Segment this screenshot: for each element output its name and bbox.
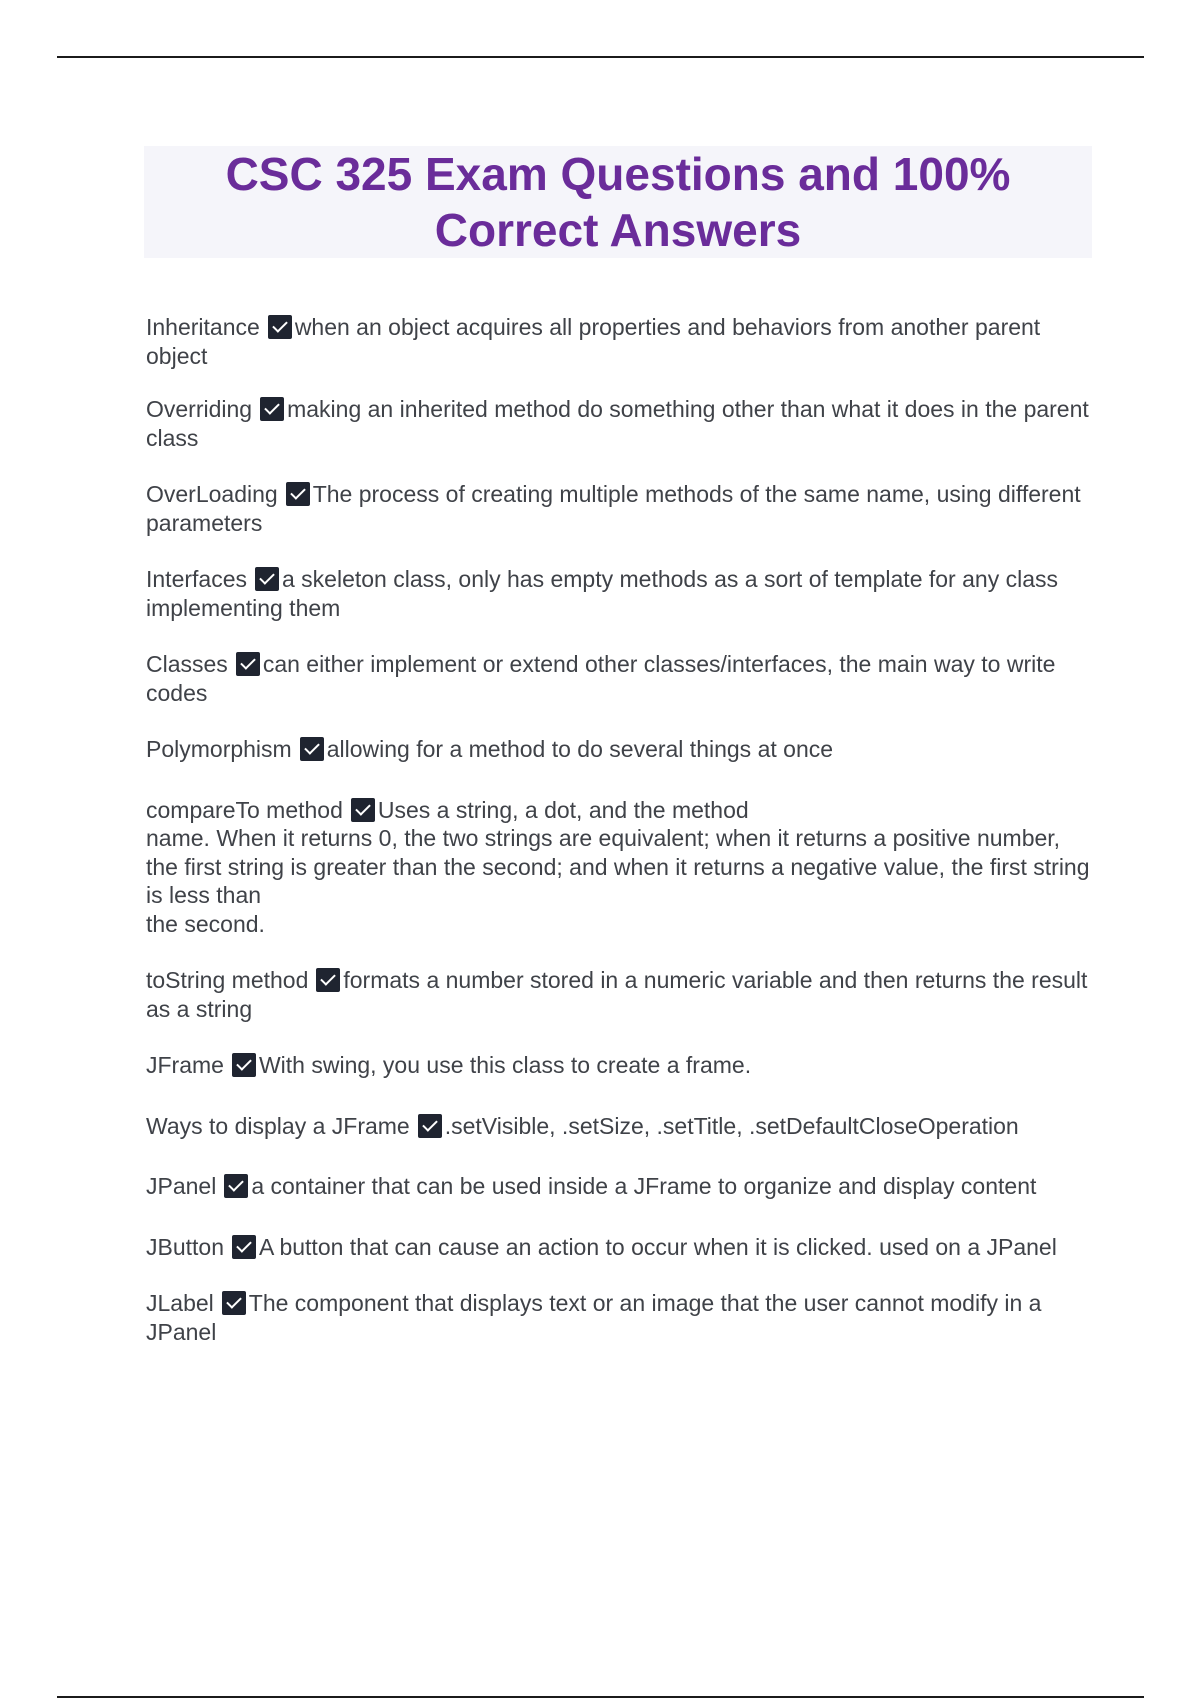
qa-definition: formats a number stored in a numeric variable and then returns the result as a string <box>146 967 1088 1022</box>
check-icon <box>418 1114 442 1138</box>
qa-term: toString method <box>146 967 309 993</box>
qa-term: Ways to display a JFrame <box>146 1112 410 1139</box>
qa-definition: The process of creating multiple methods of the same name, using different parameters <box>146 481 1081 536</box>
qa-definition: The component that displays text or an image that the user cannot modify in a JPanel <box>146 1290 1042 1345</box>
check-icon <box>260 397 284 421</box>
check-icon <box>286 482 310 506</box>
qa-entry-jlabel <box>146 1289 1096 1346</box>
qa-definition: Uses a string, a dot, and the method name. When it returns 0, the two strings are equivalent; when it returns a positive number, the first string is greater than the second; and when it returns a negative value, the first string is less than the second. <box>146 796 1090 937</box>
qa-term: JButton <box>146 1233 224 1260</box>
qa-entry-overloading <box>146 480 1096 537</box>
check-icon <box>300 737 324 761</box>
qa-term: Classes <box>146 651 228 677</box>
qa-definition: can either implement or extend other classes/interfaces, the main way to write codes <box>146 651 1056 706</box>
document-title: CSC 325 Exam Questions and 100% Correct Answers <box>225 148 1011 256</box>
qa-entry-polymorphism <box>146 735 1096 764</box>
qa-entry-inheritance <box>146 313 1096 370</box>
qa-definition: With swing, you use this class to create a frame. <box>258 1052 752 1078</box>
qa-term: Polymorphism <box>146 736 292 762</box>
check-icon <box>268 315 292 339</box>
check-icon <box>224 1174 248 1198</box>
qa-entry-jbutton <box>146 1233 1096 1262</box>
qa-term: Interfaces <box>146 566 247 592</box>
qa-entry-jpanel <box>146 1172 1096 1201</box>
check-icon <box>316 968 340 992</box>
qa-term: JPanel <box>146 1173 217 1199</box>
qa-list <box>146 313 1096 1346</box>
qa-definition: making an inherited method do something other than what it does in the parent class <box>146 396 1089 451</box>
qa-definition: a container that can be used inside a JFrame to organize and display content <box>251 1173 1037 1199</box>
check-icon <box>351 798 375 822</box>
qa-definition: .setVisible, .setSize, .setTitle, .setDefaultCloseOperation <box>444 1112 1019 1139</box>
qa-definition: allowing for a method to do several things at once <box>326 736 834 762</box>
qa-entry-tostring <box>146 966 1096 1023</box>
qa-entry-overriding <box>146 395 1096 452</box>
qa-entry-compareto <box>146 796 1096 939</box>
title-banner <box>144 146 1092 258</box>
qa-definition: when an object acquires all properties and behaviors from another parent object <box>146 314 1041 369</box>
check-icon <box>232 1235 256 1259</box>
qa-term: compareTo method <box>146 796 343 823</box>
qa-entry-classes <box>146 650 1096 707</box>
top-rule <box>57 56 1144 58</box>
qa-definition: a skeleton class, only has empty methods as a sort of template for any class implementing them <box>146 566 1058 621</box>
qa-definition: A button that can cause an action to occur when it is clicked. used on a JPanel <box>259 1233 1057 1260</box>
qa-term: JLabel <box>146 1290 214 1316</box>
qa-entry-jframe <box>146 1051 1096 1080</box>
qa-term: OverLoading <box>146 481 278 507</box>
check-icon <box>232 1053 256 1077</box>
check-icon <box>222 1291 246 1315</box>
qa-entry-display-jframe <box>146 1112 1096 1141</box>
qa-term: JFrame <box>146 1052 224 1078</box>
qa-entry-interfaces <box>146 565 1096 622</box>
check-icon <box>236 652 260 676</box>
bottom-rule <box>57 1696 1144 1698</box>
check-icon <box>255 567 279 591</box>
qa-term: Overriding <box>146 396 253 422</box>
qa-term: Inheritance <box>146 314 260 340</box>
